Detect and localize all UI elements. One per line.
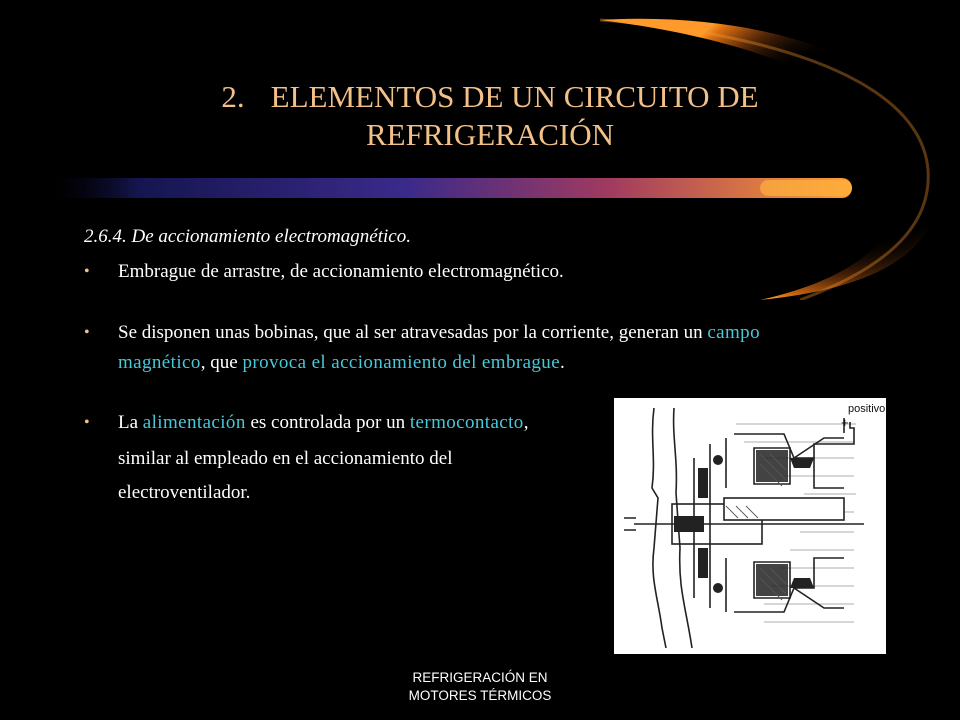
text-segment: . [560,352,565,373]
bullet-text: Embrague de arrastre, de accionamiento electromagnético. [118,261,564,282]
bullet-item-2 [84,318,804,378]
highlight-accionamiento-embrague: provoca el accionamiento del embrague [242,352,561,373]
bullet-dot-icon: • [84,414,90,431]
bullet-text [84,408,644,438]
bullet-3-line-2: similar al empleado en el accionamiento del [118,448,453,469]
bullet-text [84,318,804,378]
bullet-dot-icon: • [84,324,90,341]
text-segment: , que [200,352,243,373]
highlight-campo-magnetico: campo magnético [118,322,760,373]
slide-footer [340,669,620,705]
slide-title [170,78,810,154]
highlight-alimentacion: alimentación [142,412,246,433]
text-segment: , [523,412,529,433]
bullet-3-line-3: electroventilador. [118,482,251,503]
clutch-diagram [614,398,886,654]
bullet-item-1 [84,257,704,287]
highlight-termocontacto: termocontacto [409,412,524,433]
footer-line-1: REFRIGERACIÓN EN [412,670,548,685]
bullet-dot-icon: • [84,263,90,280]
subheading: 2.6.4. De accionamiento electromagnético. [84,226,411,247]
text-segment: La [118,412,143,433]
footer-line-2: MOTORES TÉRMICOS [408,688,552,703]
text-segment: Se disponen unas bobinas, que al ser atravesadas por la corriente, generan un [118,322,708,343]
text-segment: es controlada por un [245,412,410,433]
bullet-item-3 [84,408,644,438]
title-number: 2. [221,79,245,114]
clutch-diagram-drawing [614,398,886,654]
positive-label: positivo [848,403,886,415]
title-text: ELEMENTOS DE UN CIRCUITO DE REFRIGERACIÓN [270,79,759,152]
plus-label: + [841,415,849,430]
